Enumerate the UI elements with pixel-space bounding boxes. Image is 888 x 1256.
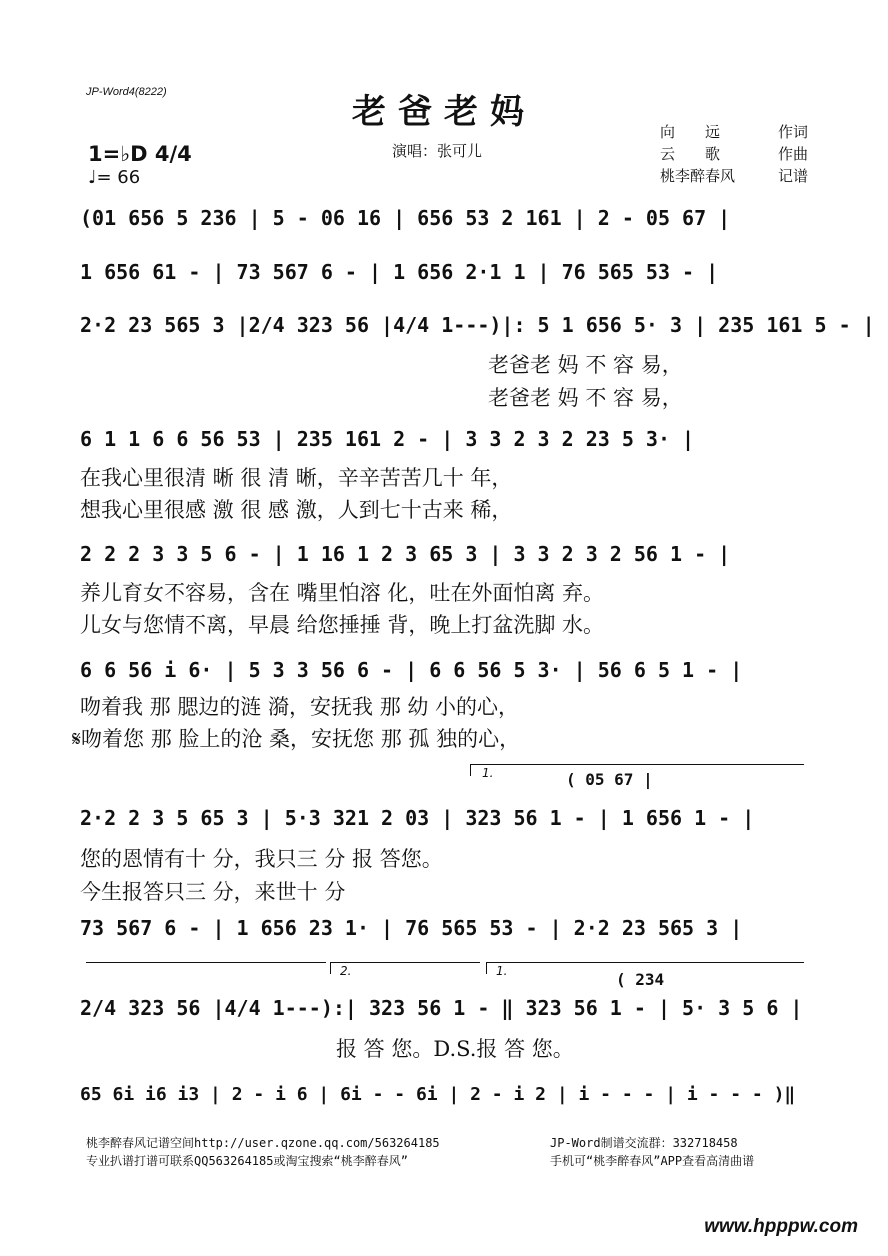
volta-bracket-1	[470, 764, 804, 765]
lyric-line-3b: 老爸老 妈 不 容 易，	[488, 386, 683, 410]
lyric-line-5a: 养儿育女不容易，含在 嘴里怕溶 化，吐在外面怕离 弃。	[80, 581, 605, 605]
software-label: JP-Word4(8222)	[86, 86, 167, 98]
credit-composer: 云 歌 作曲	[660, 145, 808, 163]
key-signature: 1=♭D 4/4	[88, 142, 192, 166]
bracket-line-9-left	[86, 962, 326, 963]
score-line-2: 1 656 61 - | 73 567 6 - | 1 656 2·1 1 | 76 565 53 - |	[80, 260, 719, 284]
lyric-line-4a: 在我心里很清 晰 很 清 晰，辛辛苦苦几十 年，	[80, 466, 513, 490]
footer-left-1: 桃李醉春风记谱空间http://user.qzone.qq.com/563264185	[86, 1136, 440, 1150]
score-line-5: 2 2 2 3 3 5 6 - | 1 16 1 2 3 65 3 | 3 3 2 3 2 56 1 - |	[80, 542, 731, 566]
score-line-4: 6 1 1 6 6 56 53 | 235 161 2 - | 3 3 2 3 2 23 5 3· |	[80, 427, 695, 451]
lyric-line-4b: 想我心里很感 激 很 感 激，人到七十古来 稀，	[80, 498, 513, 522]
lyric-line-6b: 𝄋吻着您 那 脸上的沧 桑，安抚您 那 孤 独的心，	[72, 727, 521, 751]
volta-prelude-1: ( 05 67 |	[566, 770, 653, 789]
credit-lyricist: 向 远 作词	[660, 123, 808, 141]
score-line-7: 2·2 2 3 5 65 3 | 5·3 321 2 03 | 323 56 1 - | 1 656 1 - |	[80, 806, 755, 830]
score-line-10: 65 6i i6 i3 | 2 - i 6 | 6i - - 6i | 2 - i 2 | i - - - | i - - - )‖	[80, 1084, 796, 1105]
score-line-8: 73 567 6 - | 1 656 23 1· | 76 565 53 - | 2·2 23 565 3 |	[80, 916, 743, 940]
volta-bracket-1-tick	[470, 764, 471, 776]
footer-right-2: 手机可“桃李醉春风”APP查看高清曲谱	[550, 1154, 755, 1168]
tempo-marking: ♩= 66	[88, 167, 141, 188]
lyric-line-3a: 老爸老 妈 不 容 易，	[488, 353, 683, 377]
score-line-6: 6 6 56 i 6· | 5 3 3 56 6 - | 6 6 56 5 3· | 56 6 5 1 - |	[80, 658, 743, 682]
credits	[660, 121, 808, 187]
footer-left-2: 专业扒谱打谱可联系QQ563264185或淘宝搜索“桃李醉春风”	[86, 1154, 408, 1168]
lyric-line-7b: 今生报答只三 分，来世十 分	[80, 880, 346, 904]
lyric-line-7a: 您的恩情有十 分，我只三 分 报 答您。	[80, 847, 443, 871]
footer-right-1: JP-Word制谱交流群：332718458	[550, 1136, 738, 1150]
volta-label-2: 2.	[340, 964, 352, 978]
volta-bracket-2-tick	[330, 962, 331, 974]
volta-bracket-2	[330, 962, 480, 963]
score-line-3: 2·2 23 565 3 |2/4 323 56 |4/4 1---)|: 5 1 656 5· 3 | 235 161 5 - |	[80, 313, 875, 337]
volta-prelude-2: ( 234	[616, 970, 665, 989]
volta-label-3: 1.	[496, 964, 508, 978]
lyric-line-6a: 吻着我 那 腮边的涟 漪，安抚我 那 幼 小的心，	[80, 695, 520, 719]
lyric-line-9a: 报 答 您。D.S.报 答 您。	[336, 1037, 574, 1061]
lyric-line-5b: 儿女与您情不离，早晨 给您捶捶 背，晚上打盆洗脚 水。	[80, 613, 605, 637]
volta-bracket-3-tick	[486, 962, 487, 974]
score-line-1: (01 656 5 236 | 5 - 06 16 | 656 53 2 161 | 2 - 05 67 |	[80, 206, 731, 230]
volta-bracket-3	[486, 962, 804, 963]
song-title: 老爸老妈	[352, 92, 536, 132]
singer: 演唱：张可儿	[392, 142, 483, 160]
score-line-9: 2/4 323 56 |4/4 1---):| 323 56 1 - ‖ 323 56 1 - | 5· 3 5 6 |	[80, 996, 803, 1020]
site-watermark: www.hpppw.com	[704, 1216, 858, 1237]
volta-label-1: 1.	[482, 766, 494, 780]
credit-transcriber: 桃李醉春风 记谱	[660, 167, 808, 185]
